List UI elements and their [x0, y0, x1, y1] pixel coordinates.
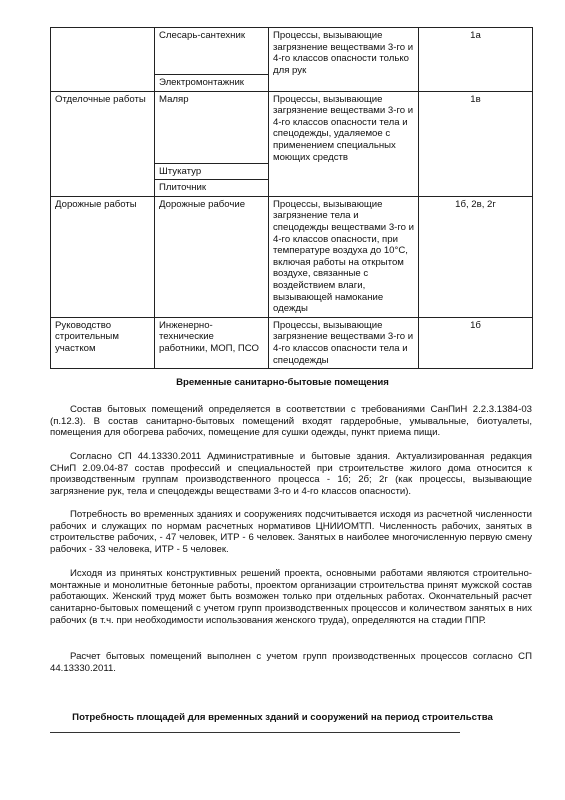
profession: Маляр: [159, 93, 189, 105]
profession: Слесарь-сантехник: [159, 30, 246, 41]
paragraph: Состав бытовых помещений определяется в соответствии с требованиями СанПиН 2.2.3.1384-03 (п.12.3). В состав санитарно-бытовых помещений входят гардеробные, умывальные, биотуалеты, помещения для обогрева рабочих, помещение для сушки одежды, пункт приема пищи.: [50, 404, 532, 439]
professions-cell: [155, 28, 269, 92]
paragraph: Расчет бытовых помещений выполнен с учетом групп производственных процессов согласно СП 44.13330.2011.: [50, 651, 532, 674]
paragraph: Потребность во временных зданиях и сооружениях подсчитывается исходя из расчетной численности рабочих и служащих по нормам расчетных нормативов ЦНИИОМТП. Численность рабочих, занятых в строительстве рабочих, - 47 человек, ИТР - 6 человек. Занятых в наиболее многочисленную первую смену рабочих - 33 человека, ИТР - 5 человек.: [50, 509, 532, 556]
professions-cell: [155, 91, 269, 196]
category-cell: [51, 28, 155, 92]
professions-cell: Дорожные рабочие: [155, 196, 269, 317]
table-row: [51, 28, 533, 92]
group-cell: 1а: [419, 28, 533, 92]
category-cell: Дорожные работы: [51, 196, 155, 317]
bottom-section-title: Потребность площадей для временных зданий и сооружений на период строительства: [72, 712, 493, 723]
table-row: [51, 91, 533, 196]
professions-cell: Инженерно-технические работники, МОП, ПСО: [155, 317, 269, 368]
profession: Плиточник: [155, 179, 268, 196]
section-title: Временные санитарно-бытовые помещения: [176, 377, 389, 388]
process-cell: Процессы, вызывающие загрязнение веществами 3-го и 4-го классов опасности тела и спецодежды: [269, 317, 419, 368]
paragraph: Согласно СП 44.13330.2011 Административные и бытовые здания. Актуализированная редакция СНиП 2.09.04-87 состав профессий и специальностей при строительстве жилого дома относится к производственным группам производственного процесса - 1б; 2б; 2г (как процессы, вызывающие загрязнение рук, тела и спецодежды веществами 3-го и 4-го классов опасности).: [50, 451, 532, 498]
profession: Штукатур: [155, 163, 268, 180]
category-cell: Отделочные работы: [51, 91, 155, 196]
process-cell: Процессы, вызывающие загрязнение тела и спецодежды веществами 3-го и 4-го классов опасности, при температуре воздуха до 10°С, включая работы на открытом воздухе, связанные с воздействием влаги, вызывающей намокание одежды: [269, 196, 419, 317]
profession: Электромонтажник: [155, 74, 268, 91]
paragraph: Исходя из принятых конструктивных решений проекта, основными работами являются строительно-монтажные и монолитные бетонные работы, проектом организации строительства принят мужской состав работающих. Женский труд может быть возможен только при отдельных работах. Окончательный расчет санитарно-бытовых помещений с учетом групп производственных процессов и количеством занятых в них рабочих (в т.ч. при необходимости использования женского труда), определяются на стадии ППР.: [50, 568, 532, 626]
group-cell: 1б, 2в, 2г: [419, 196, 533, 317]
table-row: [51, 317, 533, 368]
process-cell: Процессы, вызывающие загрязнение веществами 3-го и 4-го классов опасности только для рук: [269, 28, 419, 92]
group-cell: 1в: [419, 91, 533, 196]
sanitary-groups-table: [50, 27, 533, 369]
group-cell: 1б: [419, 317, 533, 368]
category-cell: Руководство строительным участком: [51, 317, 155, 368]
process-cell: Процессы, вызывающие загрязнение веществами 3-го и 4-го классов опасности тела и спецодежды, удаляемое с применением специальных моющих средств: [269, 91, 419, 196]
table-row: [51, 196, 533, 317]
divider-line: [50, 732, 460, 733]
